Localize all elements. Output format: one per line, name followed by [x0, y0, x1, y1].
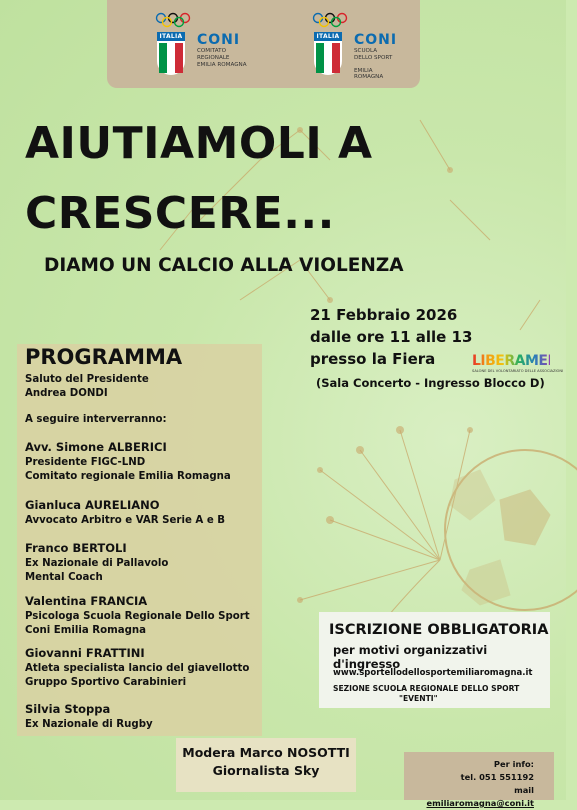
program-intro: A seguire interverranno: [25, 414, 167, 425]
info-label: Per info: [493, 759, 534, 769]
moderator-box [176, 738, 356, 792]
welcome-line: Andrea DONDI [25, 388, 108, 399]
speaker-role: Coni Emilia Romagna [25, 625, 146, 636]
speaker-role: Ex Nazionale di Rugby [25, 719, 153, 730]
logo-subtitle [354, 48, 464, 62]
moderator-line: Modera Marco NOSOTTI [182, 745, 350, 760]
speaker-name: Franco BERTOLI [25, 541, 127, 555]
event-details [310, 304, 472, 370]
logo-subtitle [197, 48, 307, 69]
info-phone: tel. 051 551192 [460, 772, 534, 782]
italia-shield-icon [157, 32, 185, 80]
registration-heading: ISCRIZIONE OBBLIGATORIA [329, 622, 549, 638]
welcome-line: Saluto del Presidente [25, 374, 149, 385]
speaker-role: Ex Nazionale di Pallavolo [25, 558, 169, 569]
flag-label: ITALIA [314, 32, 342, 41]
brand-name: CONI [197, 32, 241, 48]
speaker-name: Gianluca AURELIANO [25, 498, 160, 512]
moderator-line: Giornalista Sky [212, 763, 320, 778]
event-place: presso la Fiera [310, 350, 436, 368]
brand-name: CONI [354, 32, 398, 48]
logo-line: EMILIA ROMAGNA [197, 62, 247, 68]
speaker-role: Presidente FIGC-LND [25, 457, 146, 468]
event-date: 21 Febbraio 2026 [310, 306, 458, 324]
liberamente-logo [472, 353, 577, 375]
registration-box [319, 612, 550, 708]
email-link[interactable]: emiliaromagna@coni.it [426, 798, 534, 808]
main-title-line2: CRESCERE... [25, 188, 335, 239]
speaker-name: Valentina FRANCIA [25, 594, 148, 608]
mail-label: mail [514, 785, 534, 795]
main-title-line1: AIUTIAMOLI A [25, 118, 373, 169]
logo-region: EMILIA ROMAGNA [354, 68, 384, 80]
logo-line: DELLO SPORT [354, 55, 393, 61]
speaker-name: Silvia Stoppa [25, 702, 111, 716]
event-time: dalle ore 11 alle 13 [310, 328, 473, 346]
registration-url[interactable]: www.sportellodellosportemiliaromagna.it [333, 668, 533, 678]
fair-logo-caption: SALONE DEL VOLONTARIATO DELLE ASSOCIAZIONI [472, 369, 564, 373]
speaker-name: Avv. Simone ALBERICI [25, 440, 167, 454]
logo-line: REGIONALE [197, 55, 230, 61]
olympic-rings-icon [312, 12, 348, 28]
speaker-name: Giovanni FRATTINI [25, 646, 145, 660]
italia-shield-icon [314, 32, 342, 80]
speaker-role: Mental Coach [25, 572, 103, 583]
event-room: (Sala Concerto - Ingresso Blocco D) [316, 376, 545, 390]
logo-line: SCUOLA [354, 48, 378, 54]
info-box [404, 752, 554, 808]
speaker-role: Gruppo Sportivo Carabinieri [25, 677, 187, 688]
speaker-role: Avvocato Arbitro e VAR Serie A e B [25, 515, 226, 526]
olympic-rings-icon [155, 12, 191, 28]
flag-label: ITALIA [157, 32, 185, 41]
registration-section: SEZIONE SCUOLA REGIONALE DELLO SPORT [333, 684, 520, 693]
registration-reason: per motivi organizzativi d'ingresso [333, 643, 488, 671]
fair-logo-text: LIBERAMENTE [472, 353, 577, 369]
speaker-role: Comitato regionale Emilia Romagna [25, 471, 231, 482]
speaker-role: Atleta specialista lancio del giavellotto [25, 663, 250, 674]
logo-line: COMITATO [197, 48, 226, 54]
speaker-role: Psicologa Scuola Regionale Dello Sport [25, 611, 250, 622]
program-title: PROGRAMMA [25, 345, 183, 369]
info-mail [404, 784, 554, 810]
subtitle: DIAMO UN CALCIO ALLA VIOLENZA [44, 255, 404, 276]
registration-events: "EVENTI" [399, 694, 438, 703]
